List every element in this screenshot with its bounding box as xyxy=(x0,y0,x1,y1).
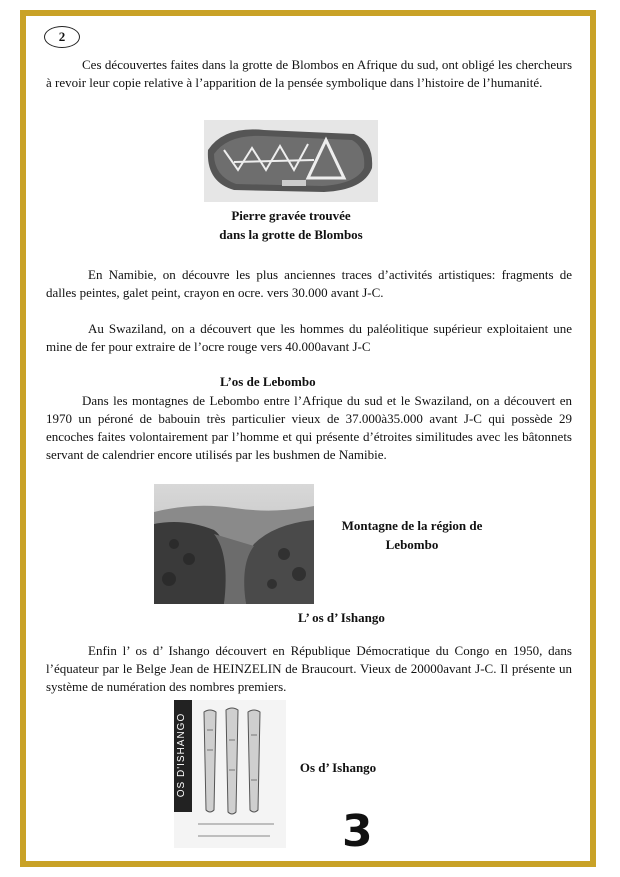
caption-blombos-line2: dans la grotte de Blombos xyxy=(219,227,363,242)
big-page-number: 3 xyxy=(342,806,373,857)
caption-ishango: Os d’ Ishango xyxy=(299,760,377,775)
engraved-stone-image xyxy=(204,120,378,202)
paragraph-swaziland: Au Swaziland, on a découvert que les hommes du paléolitique supérieur exploitaient une mine de fer pour extraire de l’ocre rouge vers 40.000avant J-C xyxy=(46,321,572,354)
ishango-image-label: OS D'ISHANGO xyxy=(176,712,187,798)
caption-lebombo-line1: Montagne de la région de xyxy=(341,518,483,533)
paragraph-ishango: Enfin l’ os d’ Ishango découvert en République Démocratique du Congo en 1950, dans l’équateur par le Belge Jean de HEINZELIN de Braucourt. Vieux de 20000avant J-C. Il présente un système de numération des nombres premiers. xyxy=(46,643,572,694)
caption-lebombo xyxy=(322,516,502,554)
paragraph-lebombo: Dans les montagnes de Lebombo entre l’Afrique du sud et le Swaziland, on a découvert en 1970 un péroné de babouin très particulier vieux de 37.000à35.000 avant J-C qui possède 29 encoches faites volontairement par l’homme et qui présente d’étroites similitudes avec les bâtonnets servant de calendrier encore utilisés par les bushmen de Namibie. xyxy=(46,393,572,462)
caption-blombos-line1: Pierre gravée trouvée xyxy=(231,208,351,223)
ishango-bone-image xyxy=(174,700,286,848)
caption-blombos xyxy=(184,206,398,244)
paragraph-namibie: En Namibie, on découvre les plus anciennes traces d’activités artistiques: fragments de dalles peintes, galet peint, crayon en ocre. vers 30.000 avant J-C. xyxy=(46,267,572,300)
heading-lebombo: L’os de Lebombo xyxy=(220,374,316,389)
page-frame xyxy=(20,10,596,867)
heading-ishango: L’ os d’ Ishango xyxy=(298,610,385,625)
lebombo-mountain-image xyxy=(154,484,314,604)
page-number-badge: 2 xyxy=(44,26,80,48)
paragraph-blombos: Ces découvertes faites dans la grotte de Blombos en Afrique du sud, ont obligé les chercheurs à revoir leur copie relative à l’apparition de la pensée symbolique dans l’histoire de l’humanité. xyxy=(46,57,572,90)
caption-lebombo-line2: Lebombo xyxy=(385,537,439,552)
